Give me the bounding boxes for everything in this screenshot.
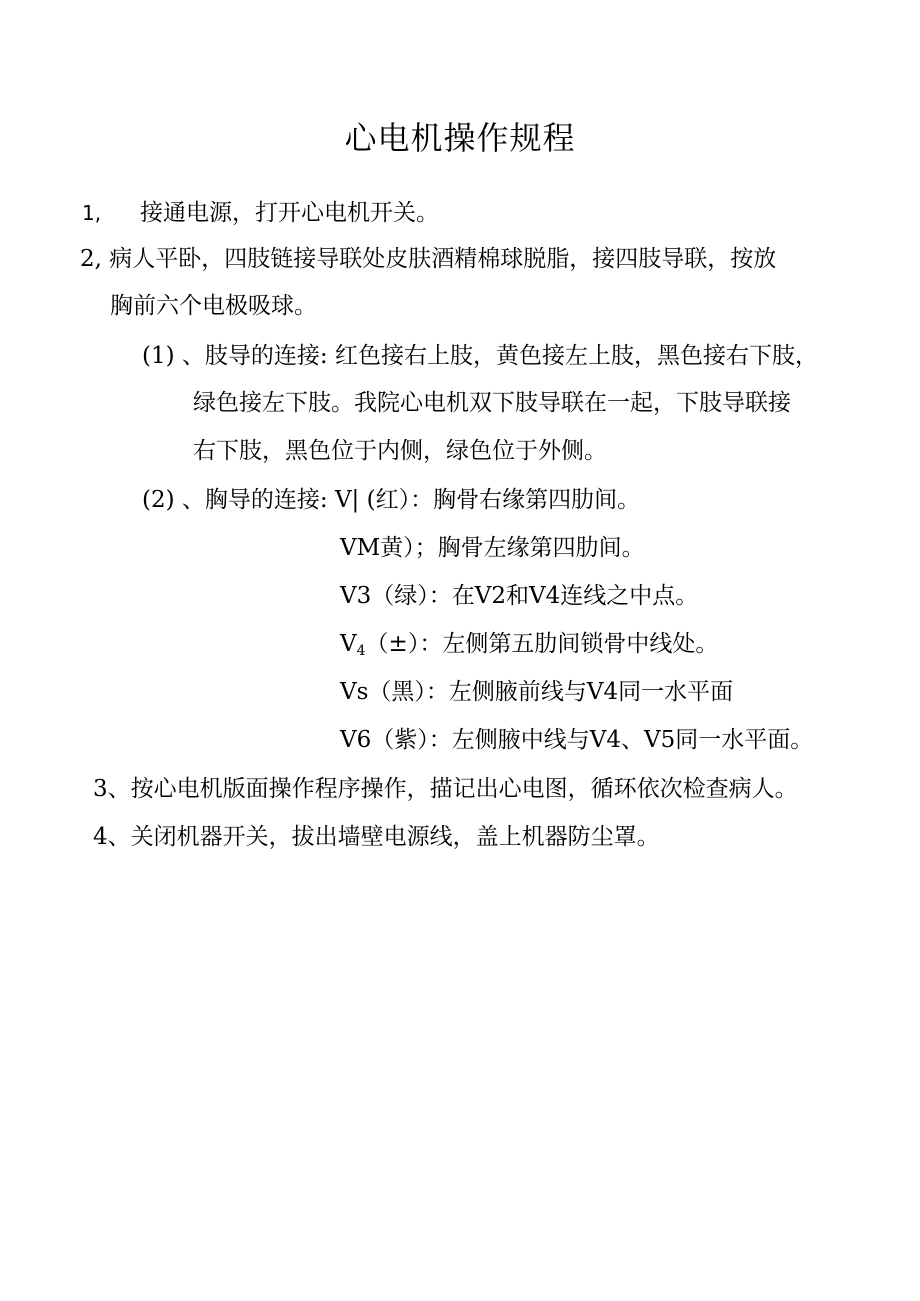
step-1-text: 接通电源，打开心电机开关。 bbox=[140, 200, 439, 226]
step-3-text: 3、按心电机版面操作程序操作，描记出心电图，循环依次检查病人。 bbox=[93, 776, 798, 802]
step-2-line-1: 2, 病人平卧，四肢链接导联处皮肤酒精棉球脱脂，接四肢导联，按放 bbox=[80, 246, 777, 272]
limb-lead-line-3: 右下肢，黑色位于内侧，绿色位于外侧。 bbox=[193, 438, 607, 464]
chest-lead-v5: Vs（黑）：左侧腋前线与V4同一水平面 bbox=[340, 679, 734, 705]
chest-lead-heading: (2) 、胸导的连接: V| (红）：胸骨右缘第四肋间。 bbox=[142, 487, 641, 513]
step-2-line-2: 胸前六个电极吸球。 bbox=[110, 293, 317, 319]
chest-lead-v3: V3（绿）：在V2和V4连线之中点。 bbox=[340, 583, 699, 609]
chest-lead-v4-label: V bbox=[340, 631, 357, 657]
chest-lead-v4-subscript: 4 bbox=[356, 643, 366, 659]
chest-lead-v4-text: （±）：左侧第五肋间锁骨中线处。 bbox=[365, 631, 719, 657]
step-1-number: 1, bbox=[82, 201, 102, 225]
step-4-text: 4、关闭机器开关，拔出墙壁电源线，盖上机器防尘罩。 bbox=[93, 824, 660, 850]
limb-lead-line-1: (1) 、肢导的连接: 红色接右上肢，黄色接左上肢，黑色接右下肢， bbox=[142, 343, 818, 369]
chest-lead-v2: VM黄）；胸骨左缘第四肋间。 bbox=[340, 535, 645, 561]
chest-lead-v6: V6（紫）：左侧腋中线与V4、V5同一水平面。 bbox=[340, 727, 814, 753]
page-title: 心电机操作规程 bbox=[344, 119, 576, 157]
limb-lead-line-2: 绿色接左下肢。我院心电机双下肢导联在一起，下肢导联接 bbox=[193, 390, 791, 416]
chest-lead-v4 bbox=[340, 626, 718, 669]
